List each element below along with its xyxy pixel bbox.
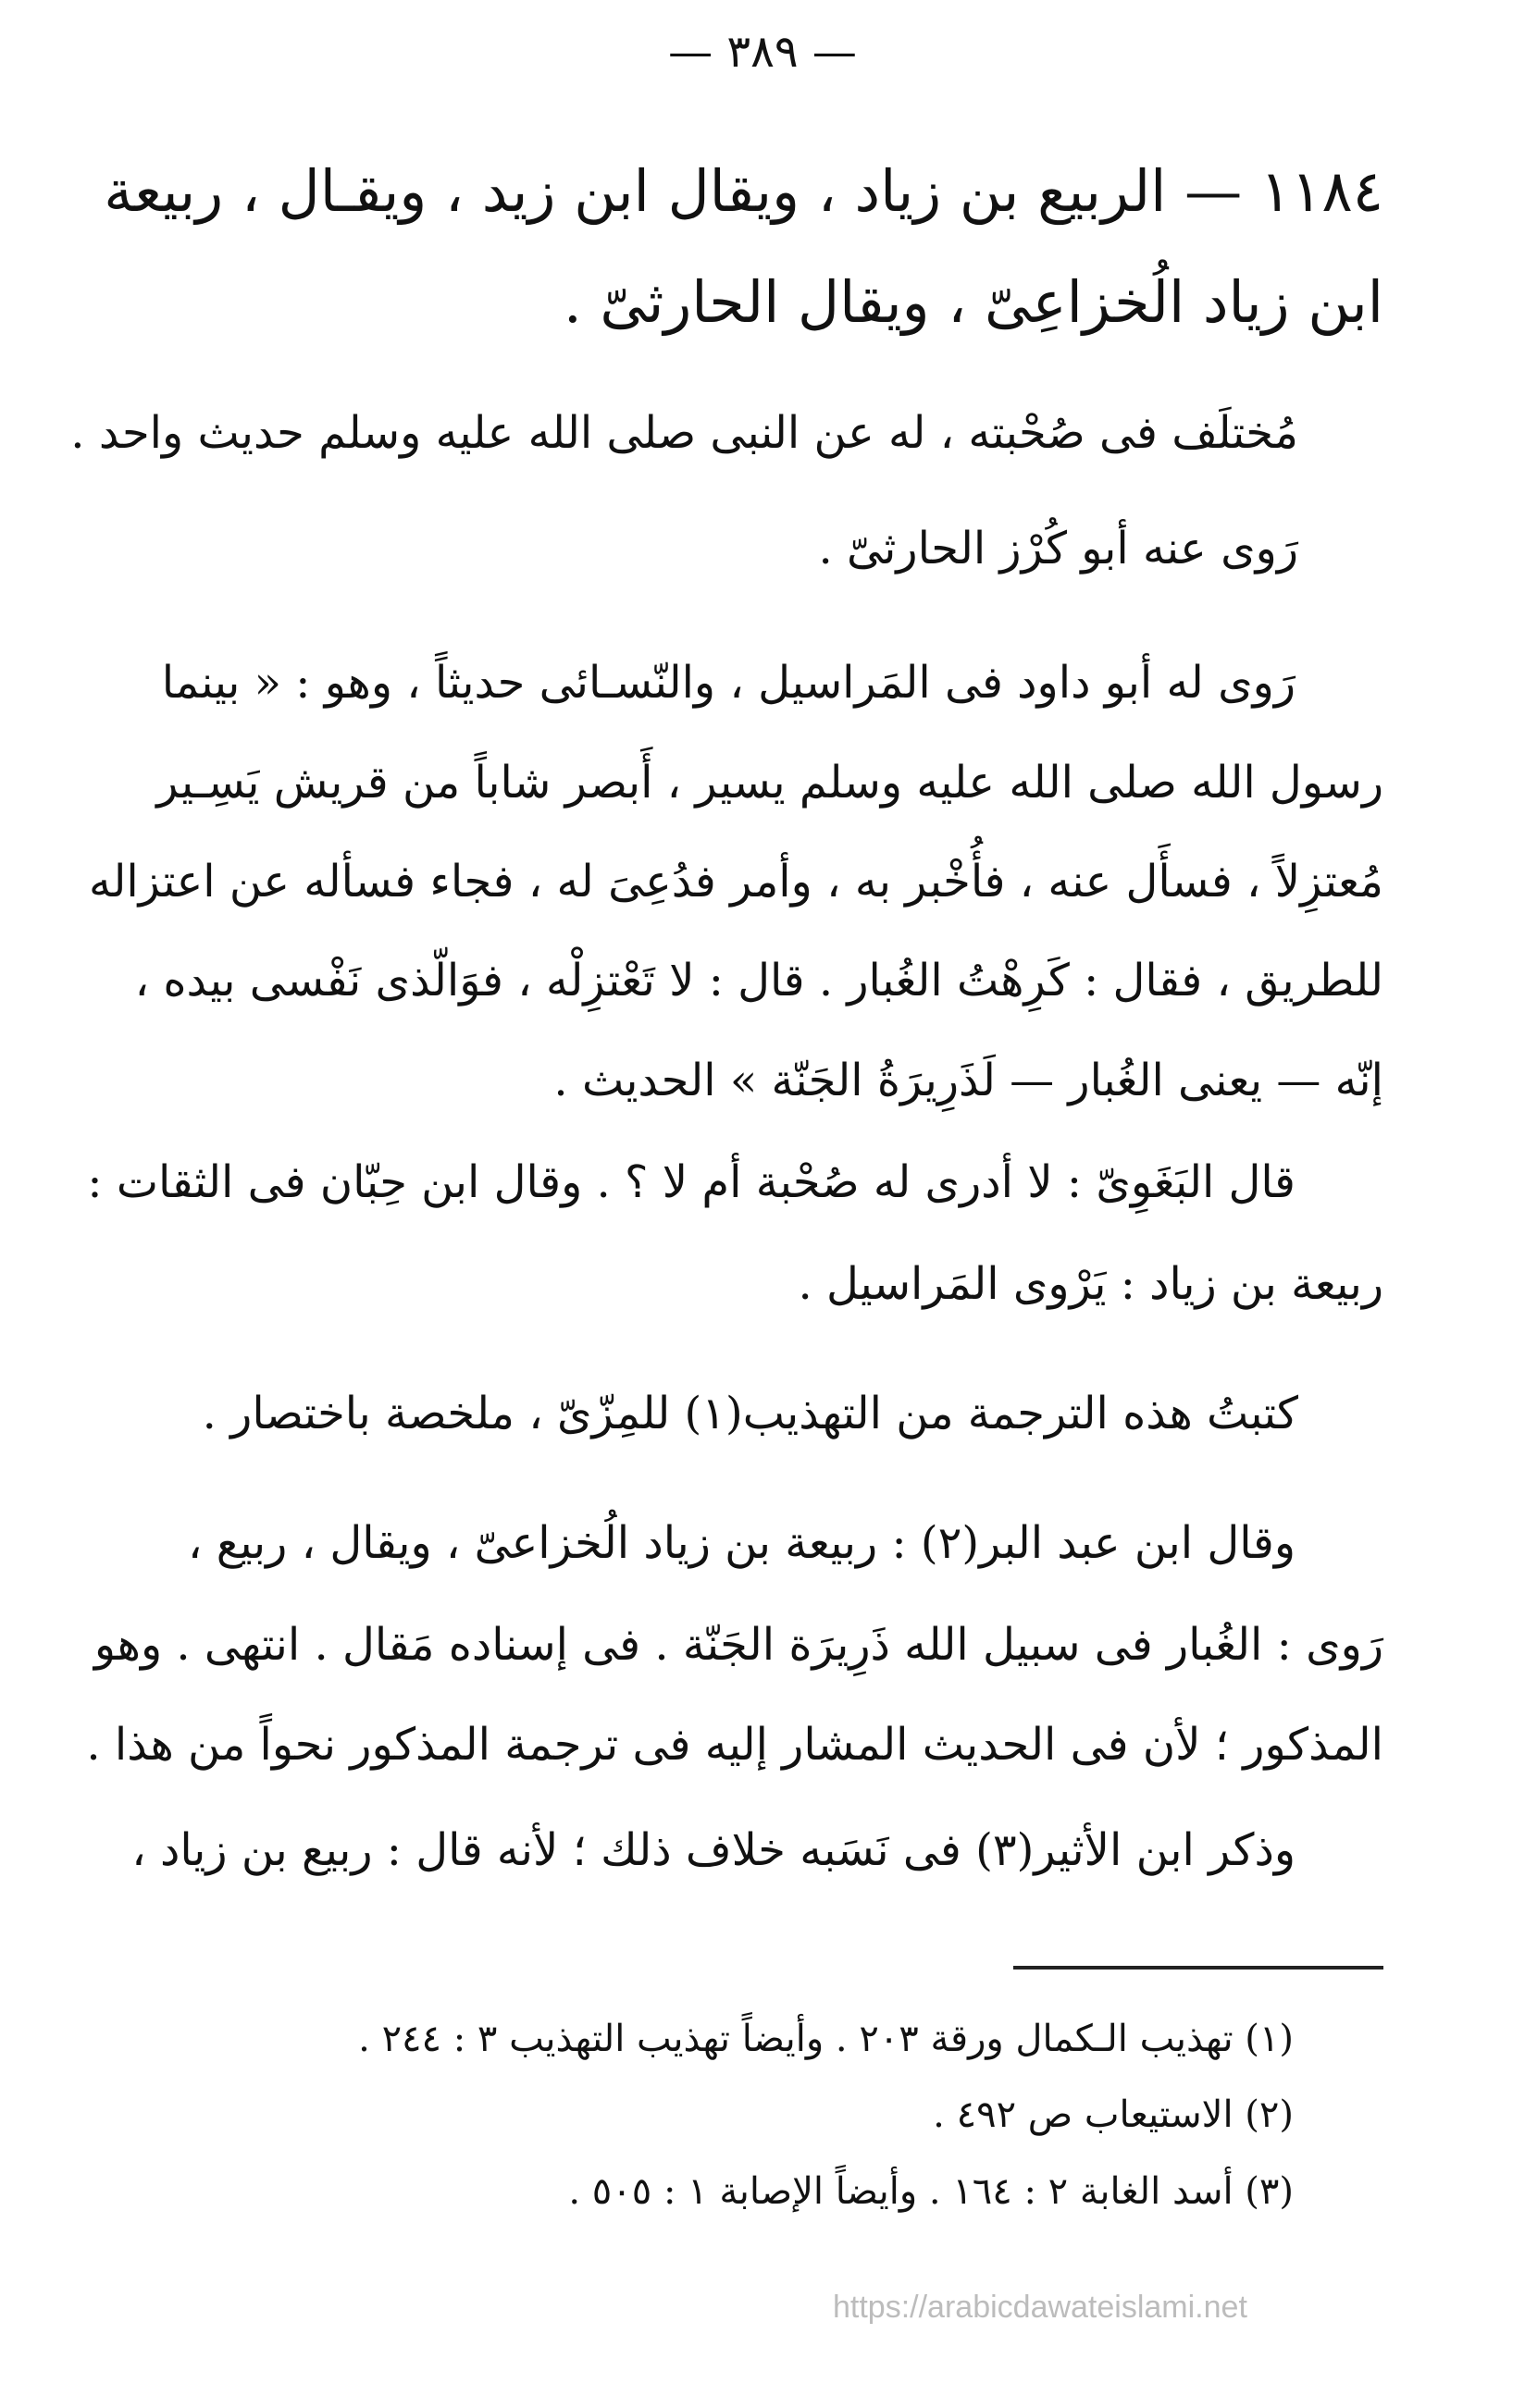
body-line-14: وذكر ابن الأثير(٣) فى نَسَبه خلاف ذلك ؛ لأنه قال : ربيع بن زياد ،: [131, 1824, 1296, 1876]
body-line-8: قال البَغَوِىّ : لا أدرى له صُحْبة أم لا ؟ . وقال ابن حِبّان فى الثقات :: [87, 1156, 1296, 1208]
entry-title-line-1: ١١٨٤ — الربيع بن زياد ، ويقال ابن زيد ، ويقـال ، ربيعة: [104, 157, 1383, 225]
footnote-1: (١) تهذيب الـكمال ورقة ٢٠٣ . وأيضاً تهذيب التهذيب ٣ : ٢٤٤ .: [358, 2018, 1294, 2060]
body-line-11: وقال ابن عبد البر(٢) : ربيعة بن زياد الُخزاعىّ ، ويقال ، ربيع ،: [188, 1517, 1296, 1569]
page-number: — ٣٨٩ —: [668, 26, 857, 78]
body-line-9: ربيعة بن زياد : يَرْوى المَراسيل .: [798, 1258, 1383, 1310]
body-line-2: رَوى عنه أبو كُرْز الحارثىّ .: [818, 523, 1298, 574]
body-line-7: إنّه — يعنى الغُبار — لَذَرِيرَةُ الجَنّة » الحديث .: [553, 1055, 1383, 1106]
body-line-1: مُختلَف فى صُحْبته ، له عن النبى صلى الله عليه وسلم حديث واحد .: [70, 407, 1298, 459]
body-line-6: للطريق ، فقال : كَرِهْتُ الغُبار . قال : لا تَعْتزِلْه ، فوَالّذى نَفْسى بيده ،: [134, 955, 1383, 1006]
watermark-url: https://arabicdawateislami.net: [833, 2290, 1247, 2325]
body-line-4: رسول الله صلى الله عليه وسلم يسير ، أَبصر شاباً من قريش يَسِـير: [156, 757, 1383, 809]
footnote-separator: [1013, 1966, 1383, 1970]
body-line-13: المذكور ؛ لأن فى الحديث المشار إليه فى ترجمة المذكور نحواً من هذا .: [86, 1719, 1383, 1771]
body-line-12: رَوى : الغُبار فى سبيل الله ذَرِيرَة الجَنّة . فى إسناده مَقال . انتهى . وهو: [93, 1619, 1383, 1671]
body-line-5: مُعتزِلاً ، فسأَل عنه ، فأُخْبر به ، وأمر فدُعِىَ له ، فجاء فسأله عن اعتزاله: [88, 856, 1383, 908]
footnote-3: (٣) أسد الغابة ٢ : ١٦٤ . وأيضاً الإصابة ١ : ٥٠٥ .: [568, 2170, 1294, 2213]
body-line-10: كتبتُ هذه الترجمة من التهذيب(١) للمِزّىّ ، ملخصة باختصار .: [202, 1388, 1298, 1439]
footnote-2: (٢) الاستيعاب ص ٤٩٢ .: [933, 2093, 1294, 2136]
body-line-3: رَوى له أبو داود فى المَراسيل ، والنّسـائى حديثاً ، وهو : « بينما: [161, 657, 1296, 709]
entry-title-line-2: ابن زياد الُخزاعِىّ ، ويقال الحارثىّ .: [564, 268, 1383, 336]
